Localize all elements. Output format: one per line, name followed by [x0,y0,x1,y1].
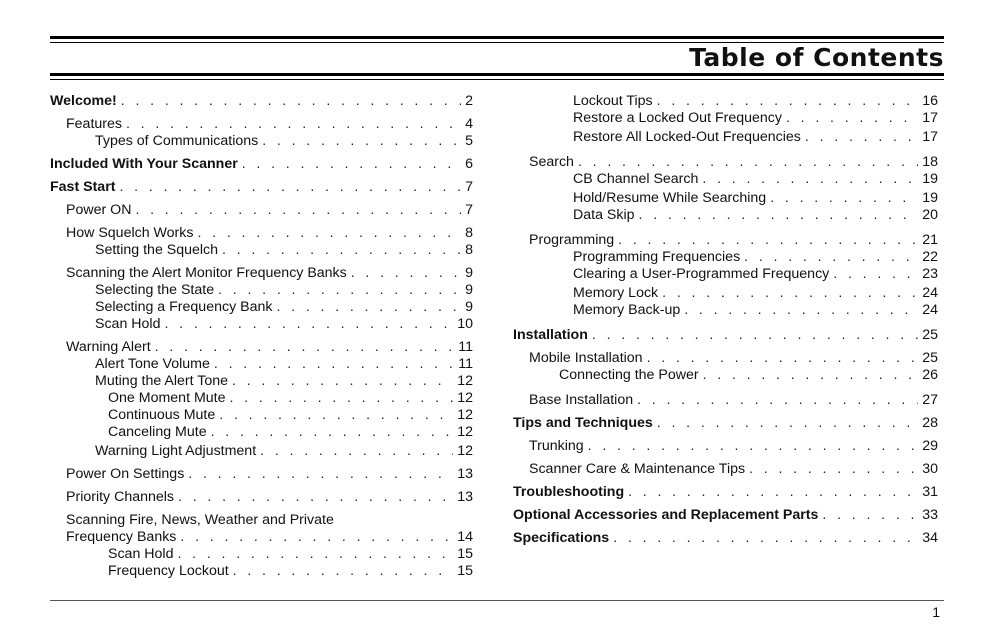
toc-entry[interactable] [95,443,473,460]
dot-leader [218,282,461,299]
dot-leader [177,546,453,563]
toc-entry-page: 19 [922,171,938,187]
dot-leader [613,530,918,547]
dot-leader [702,171,918,188]
toc-entry-label: Scanning the Alert Monitor Frequency Banks [66,265,347,281]
page-number: 1 [932,604,940,620]
toc-entry-label: Restore All Locked-Out Frequencies [573,129,801,145]
toc-entry-label: Alert Tone Volume [95,356,210,372]
toc-entry[interactable] [95,373,473,390]
dot-leader [639,207,919,224]
dot-leader [805,129,918,146]
toc-entry[interactable] [108,407,473,424]
dot-leader [126,116,461,133]
dot-leader [119,179,461,196]
toc-entry-page: 19 [922,190,938,206]
toc-entry-label: One Moment Mute [108,390,226,406]
toc-entry-label: Scanning Fire, News, Weather and Private [66,512,334,528]
dot-leader [242,156,461,173]
toc-entry-page: 17 [922,129,938,145]
toc-entry-page: 14 [457,529,473,545]
header-rule-bottom-thick [50,73,944,76]
toc-entry-label: Selecting a Frequency Bank [95,299,273,315]
toc-entry-page: 28 [922,415,938,431]
toc-entry-page: 24 [922,285,938,301]
toc-entry-label: Fast Start [50,179,116,195]
dot-leader [155,339,455,356]
toc-entry[interactable] [108,546,473,563]
dot-leader [351,265,461,282]
toc-entry-page: 25 [922,350,938,366]
dot-leader [749,461,918,478]
dot-leader [188,466,453,483]
toc-entry[interactable] [66,265,473,282]
toc-entry-label: Muting the Alert Tone [95,373,229,389]
toc-entry[interactable] [529,392,938,409]
toc-entry[interactable] [108,390,473,407]
toc-entry-label: Continuous Mute [108,407,216,423]
toc-entry-page: 22 [922,249,938,265]
toc-entry-page: 12 [457,373,473,389]
toc-entry[interactable] [66,466,473,483]
toc-entry[interactable] [513,327,938,344]
toc-entry-label: Power On Settings [66,466,185,482]
toc-entry[interactable] [573,302,938,319]
toc-entry[interactable] [50,179,473,196]
toc-entry[interactable] [559,367,938,384]
toc-entry-label: Clearing a User-Programmed Frequency [573,266,830,282]
toc-entry[interactable] [573,129,938,146]
toc-entry-label: Lockout Tips [573,93,653,109]
footer-rule [50,600,944,601]
toc-entry[interactable] [573,249,938,266]
toc-entry[interactable] [50,93,473,110]
header-rule-bottom-thin [50,79,944,80]
dot-leader [662,285,918,302]
dot-leader [214,356,454,373]
toc-entry-label: Tips and Techniques [513,415,653,431]
toc-entry-page: 15 [457,546,473,562]
toc-entry-label: Connecting the Power [559,367,699,383]
dot-leader [657,415,918,432]
dot-leader [657,93,919,110]
toc-entry[interactable] [95,299,473,316]
toc-entry-label: Frequency Banks [66,529,177,545]
toc-entry-label: Types of Communications [95,133,259,149]
dot-leader [647,350,919,367]
toc-entry-label: Priority Channels [66,489,175,505]
toc-entry-page: 26 [922,367,938,383]
toc-entry[interactable] [108,424,473,441]
dot-leader [260,443,453,460]
toc-entry-page: 8 [465,225,473,241]
toc-entry[interactable] [573,110,938,127]
toc-entry-page: 31 [922,484,938,500]
toc-entry[interactable] [66,489,473,506]
toc-entry-label: Scan Hold [108,546,174,562]
toc-entry[interactable] [573,93,938,110]
toc-entry[interactable] [513,507,938,524]
dot-leader [618,232,918,249]
dot-leader [833,266,918,283]
dot-leader [164,316,453,333]
dot-leader [178,489,453,506]
toc-entry-page: 12 [457,390,473,406]
toc-entry-page: 27 [922,392,938,408]
toc-entry[interactable] [513,484,938,501]
dot-leader [222,242,461,259]
dot-leader [233,563,454,580]
toc-entry[interactable] [66,225,473,242]
toc-entry[interactable] [95,356,473,373]
toc-entry-page: 2 [465,93,473,109]
toc-entry-label: Programming Frequencies [573,249,741,265]
toc-entry-page: 11 [458,339,473,355]
toc-entry-label: Hold/Resume While Searching [573,190,767,206]
dot-leader [703,367,919,384]
dot-leader [276,299,461,316]
toc-entry-page: 12 [457,443,473,459]
toc-entry[interactable] [529,438,938,455]
dot-leader [770,190,918,207]
toc-entry[interactable] [66,529,473,546]
toc-entry[interactable] [513,415,938,432]
toc-entry-label: Specifications [513,530,610,546]
toc-entry-page: 24 [922,302,938,318]
toc-entry-label: Memory Lock [573,285,659,301]
dot-leader [135,202,461,219]
toc-entry-page: 6 [465,156,473,172]
dot-leader [232,373,453,390]
dot-leader [744,249,918,266]
toc-entry-page: 7 [465,202,473,218]
toc-entry-label: Data Skip [573,207,635,223]
dot-leader [262,133,461,150]
dot-leader [628,484,918,501]
toc-entry-label: Warning Light Adjustment [95,443,257,459]
toc-entry-label: Installation [513,327,588,343]
toc-entry-page: 13 [457,466,473,482]
toc-entry[interactable] [529,350,938,367]
dot-leader [822,507,918,524]
toc-entry[interactable] [513,530,938,547]
toc-entry-page: 23 [922,266,938,282]
toc-entry[interactable] [66,116,473,133]
toc-entry-label: How Squelch Works [66,225,194,241]
dot-leader [219,407,453,424]
toc-entry-page: 12 [457,424,473,440]
toc-entry[interactable] [50,156,473,173]
toc-entry-page: 29 [922,438,938,454]
toc-entry-page: 16 [922,93,938,109]
dot-leader [197,225,461,242]
toc-entry-page: 9 [465,282,473,298]
toc-entry-page: 15 [457,563,473,579]
toc-entry-page: 33 [922,507,938,523]
toc-entry-label: Programming [529,232,615,248]
toc-entry-label: Trunking [529,438,584,454]
toc-entry-page: 18 [922,154,938,170]
toc-entry-label: Base Installation [529,392,634,408]
toc-entry[interactable] [573,190,938,207]
toc-entry[interactable] [95,242,473,259]
toc-entry-page: 8 [465,242,473,258]
toc-entry-label: Troubleshooting [513,484,625,500]
toc-entry-label: Restore a Locked Out Frequency [573,110,782,126]
toc-entry[interactable] [529,461,938,478]
dot-leader [592,327,918,344]
toc-entry-page: 4 [465,116,473,132]
toc-entry[interactable] [529,232,938,249]
dot-leader [211,424,454,441]
toc-entry-label: Mobile Installation [529,350,643,366]
toc-entry-page: 9 [465,265,473,281]
toc-entry-page: 30 [922,461,938,477]
toc-entry-label: Memory Back-up [573,302,681,318]
toc-entry-label: Canceling Mute [108,424,207,440]
dot-leader [637,392,918,409]
toc-entry-label: Scanner Care & Maintenance Tips [529,461,746,477]
toc-entry-page: 12 [457,407,473,423]
toc-entry-label: Included With Your Scanner [50,156,238,172]
toc-entry[interactable] [108,563,473,580]
header-rule-top-thick [50,36,944,39]
toc-entry-label: Scan Hold [95,316,161,332]
dot-leader [588,438,919,455]
toc-entry-label: Selecting the State [95,282,215,298]
toc-entry-page: 20 [922,207,938,223]
toc-entry[interactable] [573,207,938,224]
toc-entry-page: 9 [465,299,473,315]
toc-entry[interactable] [573,266,938,283]
dot-leader [578,154,918,171]
toc-entry[interactable] [95,133,473,150]
toc-entry-page: 21 [922,232,938,248]
dot-leader [684,302,918,319]
toc-entry-label: Features [66,116,122,132]
toc-entry-page: 25 [922,327,938,343]
toc-entry-page: 17 [922,110,938,126]
toc-entry-label: Welcome! [50,93,117,109]
toc-entry[interactable] [66,339,473,356]
toc-entry-label: CB Channel Search [573,171,699,187]
toc-entry-page: 11 [458,356,473,372]
toc-entry[interactable] [95,316,473,333]
toc-entry-label: Setting the Squelch [95,242,219,258]
toc-entry-label: Frequency Lockout [108,563,229,579]
dot-leader [786,110,918,127]
toc-entry-page: 34 [922,530,938,546]
toc-entry[interactable] [573,171,938,188]
dot-leader [230,390,454,407]
toc-entry-page: 13 [457,489,473,505]
toc-entry-label: Warning Alert [66,339,151,355]
dot-leader [121,93,461,110]
toc-entry-label: Optional Accessories and Replacement Parts [513,507,819,523]
toc-entry[interactable] [573,285,938,302]
toc-entry[interactable] [66,202,473,219]
toc-entry-page: 10 [457,316,473,332]
toc-entry[interactable] [95,282,473,299]
toc-entry-label: Power ON [66,202,132,218]
toc-entry-label: Search [529,154,574,170]
toc-entry-page: 5 [465,133,473,149]
dot-leader [180,529,453,546]
toc-entry[interactable] [529,154,938,171]
page-title: Table of Contents [689,43,944,72]
toc-entry-page: 7 [465,179,473,195]
